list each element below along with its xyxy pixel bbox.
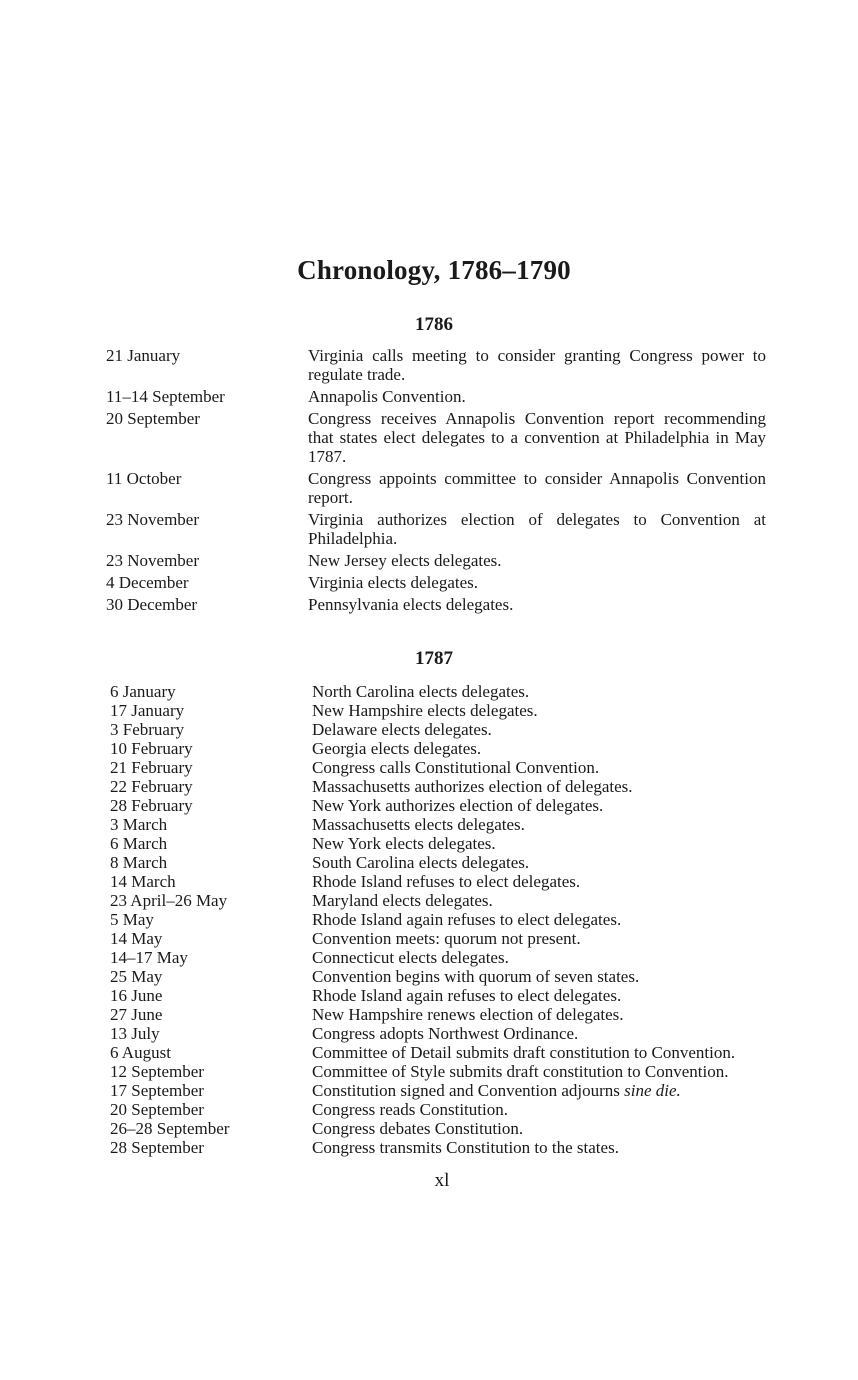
chronology-entry: [110, 1119, 830, 1138]
chronology-entry: [110, 739, 830, 758]
chronology-entry: [106, 346, 826, 384]
entry-text: Committee of Style submits draft constitution to Convention.: [312, 1062, 729, 1081]
entry-description: [312, 720, 802, 739]
entry-date: 17 January: [110, 701, 185, 720]
entry-date: 23 November: [106, 551, 200, 570]
chronology-entry: [110, 853, 830, 872]
entry-text: Congress appoints committee to consider Annapolis Convention report.: [308, 469, 766, 507]
entry-text: Congress transmits Constitution to the states.: [312, 1138, 619, 1157]
entry-date: 3 February: [110, 720, 185, 739]
entry-date: 26–28 September: [110, 1119, 230, 1138]
entry-text: Delaware elects delegates.: [312, 720, 492, 739]
entry-text: Congress reads Constitution.: [312, 1100, 508, 1119]
entry-date: 5 May: [110, 910, 154, 929]
entry-date: 13 July: [110, 1024, 160, 1043]
entry-date: 27 June: [110, 1005, 163, 1024]
entry-text: Massachusetts elects delegates.: [312, 815, 525, 834]
page-title: Chronology, 1786–1790: [297, 255, 571, 285]
entry-date: 20 September: [106, 409, 200, 428]
entry-description: [308, 469, 766, 507]
chronology-entry: [110, 720, 830, 739]
chronology-section-1786: [106, 346, 826, 617]
entry-date: 6 January: [110, 682, 176, 701]
chronology-entry: [110, 682, 830, 701]
entry-description: [312, 1005, 802, 1024]
entry-description: [312, 891, 802, 910]
entry-description: [312, 1119, 802, 1138]
chronology-entry: [110, 986, 830, 1005]
chronology-entry: [110, 1043, 830, 1062]
entry-text: Massachusetts authorizes election of delegates.: [312, 777, 633, 796]
entry-italic-text: sine die.: [624, 1081, 681, 1100]
entry-description: [312, 948, 802, 967]
entry-description: [312, 929, 802, 948]
entry-text: South Carolina elects delegates.: [312, 853, 530, 872]
year-heading-1787: 1787: [415, 648, 453, 669]
entry-date: 3 March: [110, 815, 168, 834]
entry-text: New Jersey elects delegates.: [308, 551, 502, 570]
chronology-entry: [106, 387, 826, 406]
chronology-entry: [106, 573, 826, 592]
entry-text: Rhode Island again refuses to elect delegates.: [312, 986, 622, 1005]
entry-text: Virginia calls meeting to consider granting Congress power to regulate trade.: [308, 346, 766, 384]
chronology-entry: [110, 1081, 830, 1100]
entry-date: 30 December: [106, 595, 198, 614]
entry-description: [312, 758, 802, 777]
entry-date: 25 May: [110, 967, 163, 986]
chronology-entry: [110, 948, 830, 967]
entry-text: New Hampshire elects delegates.: [312, 701, 538, 720]
entry-text: Rhode Island again refuses to elect delegates.: [312, 910, 622, 929]
entry-description: [308, 510, 766, 548]
entry-text: Georgia elects delegates.: [312, 739, 482, 758]
chronology-entry: [110, 1100, 830, 1119]
entry-text: Congress receives Annapolis Convention report recommending that states elect delegates to a convention at Philadelphia in May 1787.: [308, 409, 766, 466]
entry-date: 6 March: [110, 834, 168, 853]
entry-description: [312, 853, 802, 872]
chronology-entry: [110, 1138, 830, 1157]
entry-description: [312, 815, 802, 834]
chronology-entry: [110, 701, 830, 720]
chronology-entry: [106, 469, 826, 507]
entry-text: Congress calls Constitutional Convention.: [312, 758, 600, 777]
entry-text: Convention begins with quorum of seven states.: [312, 967, 640, 986]
entry-description: [312, 796, 802, 815]
entry-description: [312, 777, 802, 796]
entry-date: 20 September: [110, 1100, 204, 1119]
entry-date: 12 September: [110, 1062, 204, 1081]
entry-description: [312, 1138, 802, 1157]
chronology-entry: [110, 967, 830, 986]
entry-text: North Carolina elects delegates.: [312, 682, 530, 701]
entry-date: 6 August: [110, 1043, 171, 1062]
entry-text: Virginia elects delegates.: [308, 573, 479, 592]
entry-description: [308, 387, 766, 406]
chronology-entry: [110, 777, 830, 796]
chronology-entry: [110, 910, 830, 929]
page-number: xl: [434, 1170, 450, 1191]
entry-text: Pennsylvania elects delegates.: [308, 595, 514, 614]
chronology-entry: [106, 595, 826, 614]
entry-date: 28 February: [110, 796, 193, 815]
entry-date: 21 February: [110, 758, 193, 777]
chronology-entry: [110, 872, 830, 891]
chronology-entry: [110, 758, 830, 777]
entry-description: [308, 346, 766, 384]
entry-date: 17 September: [110, 1081, 204, 1100]
entry-description: [308, 573, 766, 592]
entry-text: Maryland elects delegates.: [312, 891, 493, 910]
entry-date: 23 April–26 May: [110, 891, 228, 910]
entry-description: [312, 872, 802, 891]
entry-text: Connecticut elects delegates.: [312, 948, 509, 967]
entry-date: 11 October: [106, 469, 182, 488]
entry-description: [308, 409, 766, 466]
entry-description: [312, 1100, 802, 1119]
entry-description: [312, 1062, 802, 1081]
entry-date: 14 May: [110, 929, 163, 948]
chronology-entry: [110, 1005, 830, 1024]
entry-description: [312, 1024, 802, 1043]
entry-text: Rhode Island refuses to elect delegates.: [312, 872, 581, 891]
entry-text: Virginia authorizes election of delegates to Convention at Philadelphia.: [308, 510, 766, 548]
chronology-entry: [110, 796, 830, 815]
entry-date: 21 January: [106, 346, 181, 365]
year-heading-1786: 1786: [415, 314, 453, 335]
entry-text: Convention meets: quorum not present.: [312, 929, 581, 948]
entry-date: 14–17 May: [110, 948, 188, 967]
entry-description: [312, 967, 802, 986]
entry-description: [308, 595, 766, 614]
chronology-entry: [106, 551, 826, 570]
entry-text: Constitution signed and Convention adjourns: [312, 1081, 620, 1100]
entry-date: 16 June: [110, 986, 163, 1005]
chronology-entry: [110, 1024, 830, 1043]
entry-text: New Hampshire renews election of delegates.: [312, 1005, 624, 1024]
entry-text: Committee of Detail submits draft constitution to Convention.: [312, 1043, 736, 1062]
entry-text: New York authorizes election of delegates.: [312, 796, 604, 815]
entry-text: New York elects delegates.: [312, 834, 496, 853]
entry-description: [312, 910, 802, 929]
entry-description: [312, 1081, 802, 1100]
chronology-entry: [110, 815, 830, 834]
entry-description: [312, 1043, 802, 1062]
entry-description: [312, 739, 802, 758]
chronology-entry: [106, 409, 826, 466]
entry-description: [308, 551, 766, 570]
entry-description: [312, 682, 802, 701]
chronology-entry: [106, 510, 826, 548]
chronology-entry: [110, 1062, 830, 1081]
entry-text: Congress adopts Northwest Ordinance.: [312, 1024, 579, 1043]
entry-description: [312, 834, 802, 853]
chronology-entry: [110, 929, 830, 948]
entry-date: 22 February: [110, 777, 193, 796]
entry-date: 14 March: [110, 872, 176, 891]
entry-description: [312, 986, 802, 1005]
entry-date: 11–14 September: [106, 387, 225, 406]
entry-date: 23 November: [106, 510, 200, 529]
entry-date: 10 February: [110, 739, 193, 758]
chronology-entry: [110, 891, 830, 910]
entry-text: Annapolis Convention.: [308, 387, 466, 406]
entry-date: 8 March: [110, 853, 168, 872]
chronology-section-1787: [110, 682, 830, 1157]
entry-date: 28 September: [110, 1138, 204, 1157]
chronology-entry: [110, 834, 830, 853]
entry-description: [312, 701, 802, 720]
entry-date: 4 December: [106, 573, 189, 592]
entry-text: Congress debates Constitution.: [312, 1119, 524, 1138]
